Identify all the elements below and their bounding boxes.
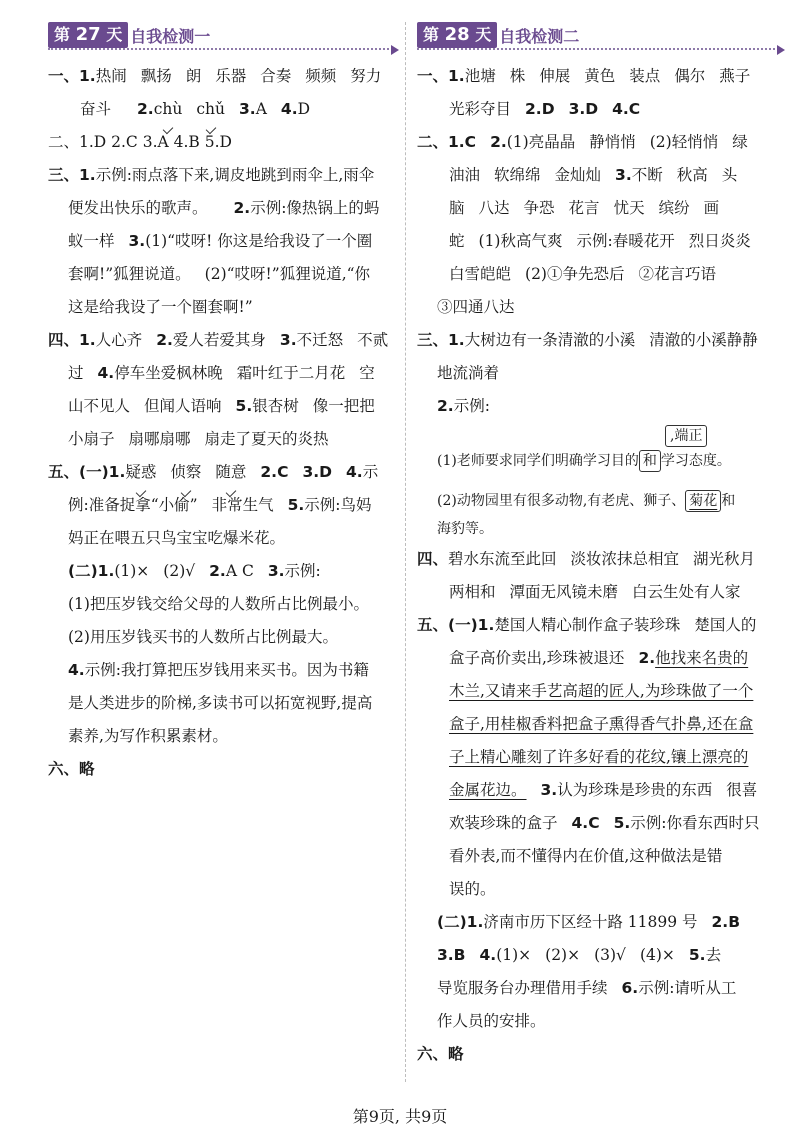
- answer-line: 子上精心雕刻了许多好看的花纹,镶上漂亮的: [449, 748, 749, 766]
- answer-line: 蚁一样 3.(1)“哎呀! 你这是给我设了一个圈: [68, 232, 373, 250]
- answer-line: 欢装珍珠的盒子 4.C 5.示例:你看东西时只: [449, 814, 760, 832]
- arrow-icon: [391, 45, 399, 55]
- column-divider: [405, 22, 406, 1082]
- answer-line: 盒子高价卖出,珍珠被退还 2.他找来名贵的: [449, 649, 749, 667]
- answer-line: 2.示例:: [437, 397, 490, 415]
- answer-line: 光彩夺目 2.D 3.D 4.C: [449, 100, 641, 118]
- answer-line: 二、1.C 2.(1)亮晶晶 静悄悄 (2)轻悄悄 绿: [417, 133, 748, 151]
- check-mark: 随意: [215, 456, 246, 489]
- answer-line: 盒子,用桂椒香料把盒子熏得香气扑鼻,还在盒: [449, 715, 754, 733]
- answer-line: 两相和 潭面无风镜未磨 白云生处有人家: [449, 583, 741, 601]
- answer-line: 三、1.大树边有一条清澈的小溪 清澈的小溪静静: [417, 331, 758, 349]
- answer-line: 素养,为写作积累素材。: [68, 727, 228, 745]
- answer-line: 导览服务台办理借用手续 6.示例:请听从工: [437, 979, 737, 997]
- check-mark: 侦察: [170, 456, 201, 489]
- answer-line: (二)1.济南市历下区经十路 11899 号 2.B: [437, 913, 741, 931]
- answer-line: 4.示例:我打算把压岁钱用来买书。因为书籍: [68, 661, 369, 679]
- answer-line: 二、1.D 2.C 3.A 4.B 5.D: [48, 133, 232, 151]
- answer-line: 是人类进步的阶梯,多读书可以拓宽视野,提高: [68, 694, 373, 712]
- answer-line: 四、碧水东流至此回 淡妆浓抹总相宜 湖光秋月: [417, 550, 756, 568]
- answer-line: 山不见人 但闻人语响 5.银杏树 像一把把: [68, 397, 375, 415]
- answer-line: (1)把压岁钱交给父母的人数所占比例最小。: [68, 595, 369, 613]
- check-mark: chǔ: [196, 93, 225, 126]
- day27-column: [48, 22, 393, 786]
- header-dotted-line: [48, 48, 393, 50]
- day28-badge: 第 28 天: [417, 22, 497, 48]
- answer-line: 奋斗 2.chù chǔ 3.A 4.D: [48, 93, 393, 126]
- answer-line: 过 4.停车坐爱枫林晚 霜叶红于二月花 空: [68, 364, 375, 382]
- answer-line: 误的。: [449, 880, 496, 898]
- day27-title: 自我检测一: [130, 26, 211, 46]
- answer-line: 金属花边。 3.认为珍珠是珍贵的东西 很喜: [449, 781, 758, 799]
- answer-line: (二)1.(1)× (2)√ 2.A C 3.示例:: [68, 562, 321, 580]
- answer-line: 五、(一)1.楚国人精心制作盒子装珍珠 楚国人的: [417, 616, 757, 634]
- answer-line: 作人员的安排。: [437, 1012, 546, 1030]
- answer-line: 油油 软绵绵 金灿灿 3.不断 秋高 头: [449, 166, 738, 184]
- answer-line: 五、(一)1.疑惑 侦察 随意 2.C 3.D 4.示: [48, 456, 393, 489]
- answer-line: 套啊!”狐狸说道。 (2)“哎呀!”狐狸说道,“你: [68, 265, 371, 283]
- arrow-icon: [777, 45, 785, 55]
- answer-line: 地流淌着: [437, 364, 500, 382]
- page-number: 第9页, 共9页: [352, 1107, 448, 1126]
- mark-box: 和: [639, 450, 661, 472]
- answer-line: 3.B 4.(1)× (2)× (3)√ (4)× 5.去: [437, 946, 722, 964]
- answer-line: 脑 八达 争恐 花言 忧天 缤纷 画: [449, 199, 720, 217]
- edit-example-2: (2)动物园里有很多动物,有老虎、狮子、 菊花 和 海豹等。: [417, 481, 779, 543]
- edit-example-1: ,端正 (1)老师要求同学们明确学习目的 和 学习态度。: [417, 423, 779, 481]
- header-dotted-line: [417, 48, 779, 50]
- answer-line: 六、略: [417, 1045, 464, 1063]
- insert-box: ,端正: [665, 425, 707, 447]
- answer-line: 蛇 (1)秋高气爽 示例:春暖花开 烈日炎炎: [449, 232, 751, 250]
- answer-line: 木兰,又请来手艺高超的匠人,为珍珠做了一个: [449, 682, 754, 700]
- check-mark: 疑惑: [125, 456, 156, 489]
- day28-column: [417, 22, 779, 1071]
- answer-line: 四、1.人心齐 2.爱人若爱其身 3.不迁怒 不贰: [48, 331, 389, 349]
- answer-line: 三、1.示例:雨点落下来,调皮地跳到雨伞上,雨伞: [48, 166, 375, 184]
- answer-line: 小扇子 扇哪扇哪 扇走了夏天的炎热: [68, 430, 329, 448]
- answer-line: 一、1.池塘 株 伸展 黄色 装点 偶尔 燕子: [417, 67, 751, 85]
- day28-title: 自我检测二: [499, 26, 580, 46]
- answer-line: 便发出快乐的歌声。 2.示例:像热锅上的蚂: [68, 199, 380, 217]
- answer-line: (2)用压岁钱买书的人数所占比例最大。: [68, 628, 338, 646]
- answer-line: 一、1.热闹 飘扬 朗 乐器 合奏 频频 努力: [48, 67, 382, 85]
- check-mark: chù: [154, 93, 183, 126]
- answer-line: 六、略: [48, 760, 95, 778]
- answer-line: 妈正在喂五只鸟宝宝吃爆米花。: [68, 529, 286, 547]
- answer-line: 这是给我设了一个圈套啊!”: [68, 298, 253, 316]
- day27-header: [48, 22, 393, 52]
- day27-badge: 第 27 天: [48, 22, 128, 48]
- day28-header: [417, 22, 779, 52]
- answer-line: 白雪皑皑 (2)①争先恐后 ②花言巧语: [449, 265, 716, 283]
- answer-line: 看外表,而不懂得内在价值,这种做法是错: [449, 847, 723, 865]
- answer-line: ③四通八达: [437, 298, 515, 316]
- answer-line: 例:准备捉拿“小偷” 非常生气 5.示例:鸟妈: [68, 496, 372, 514]
- mark-box: 菊花: [685, 490, 721, 512]
